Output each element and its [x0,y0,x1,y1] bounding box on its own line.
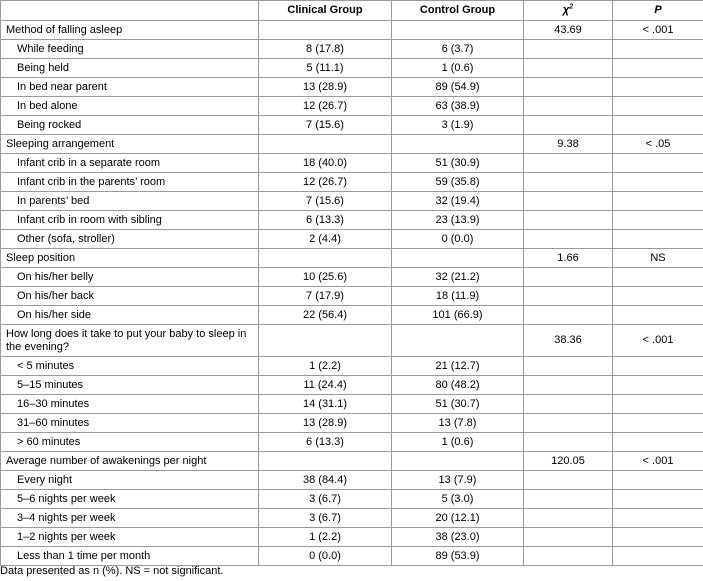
table-row [1,173,703,192]
row-label: 1–2 nights per week [1,528,259,547]
p-value [613,230,703,249]
p-value: NS [613,249,703,268]
clinical-value: 3 (6.7) [259,509,392,528]
table-row [1,490,703,509]
table-row [1,59,703,78]
clinical-value: 5 (11.1) [259,59,392,78]
row-label: > 60 minutes [1,433,259,452]
clinical-value: 22 (56.4) [259,306,392,325]
clinical-value: 18 (40.0) [259,154,392,173]
chi-square-value: 43.69 [524,21,613,40]
control-value: 63 (38.9) [392,97,524,116]
control-value: 89 (54.9) [392,78,524,97]
table-row [1,40,703,59]
control-value: 80 (48.2) [392,376,524,395]
control-value: 89 (53.9) [392,547,524,566]
chi-square-value [524,528,613,547]
p-value [613,509,703,528]
control-value: 6 (3.7) [392,40,524,59]
header-clinical-group: Clinical Group [259,1,392,21]
control-value: 51 (30.7) [392,395,524,414]
row-label: 16–30 minutes [1,395,259,414]
p-value [613,376,703,395]
chi-square-value [524,268,613,287]
chi-square-value [524,395,613,414]
table-row [1,306,703,325]
row-label: In parents’ bed [1,192,259,211]
table-row [1,471,703,490]
clinical-value: 38 (84.4) [259,471,392,490]
p-value [613,395,703,414]
row-label: Every night [1,471,259,490]
table-section-row [1,249,703,268]
p-value [613,78,703,97]
chi-square-value [524,116,613,135]
header-control-group: Control Group [392,1,524,21]
table-row [1,97,703,116]
row-label: On his/her side [1,306,259,325]
clinical-value [259,21,392,40]
control-value: 0 (0.0) [392,230,524,249]
p-value [613,357,703,376]
row-label: Infant crib in the parents’ room [1,173,259,192]
clinical-value: 2 (4.4) [259,230,392,249]
p-value: < .001 [613,325,703,357]
chi-square-value [524,230,613,249]
clinical-value: 8 (17.8) [259,40,392,59]
chi-symbol: χ [562,4,570,16]
table-row [1,211,703,230]
p-value [613,490,703,509]
control-value: 101 (66.9) [392,306,524,325]
table-row [1,78,703,97]
control-value: 3 (1.9) [392,116,524,135]
p-value [613,154,703,173]
table-footnote: Data presented as n (%). NS = not significant. [0,565,224,577]
p-value [613,40,703,59]
table-section-row [1,135,703,154]
clinical-value: 1 (2.2) [259,528,392,547]
control-value [392,325,524,357]
chi-square-value [524,357,613,376]
clinical-value: 11 (24.4) [259,376,392,395]
p-value: < .001 [613,21,703,40]
clinical-value [259,325,392,357]
control-value [392,21,524,40]
chi-square-value [524,287,613,306]
row-label: Method of falling asleep [1,21,259,40]
clinical-value: 13 (28.9) [259,414,392,433]
p-value [613,116,703,135]
clinical-value: 12 (26.7) [259,97,392,116]
header-p-value: P [613,1,703,21]
table-row [1,116,703,135]
table-row [1,528,703,547]
chi-square-value [524,97,613,116]
table-row [1,509,703,528]
row-label: On his/her belly [1,268,259,287]
clinical-value: 1 (2.2) [259,357,392,376]
p-value [613,59,703,78]
table-row [1,547,703,566]
chi-square-value [524,547,613,566]
row-label: While feeding [1,40,259,59]
control-value: 18 (11.9) [392,287,524,306]
p-value [613,173,703,192]
control-value: 1 (0.6) [392,433,524,452]
control-value: 59 (35.8) [392,173,524,192]
control-value: 13 (7.9) [392,471,524,490]
chi-square-value [524,59,613,78]
header-row [1,1,703,21]
clinical-value: 0 (0.0) [259,547,392,566]
clinical-value: 10 (25.6) [259,268,392,287]
chi-square-value [524,414,613,433]
control-value: 51 (30.9) [392,154,524,173]
p-value [613,287,703,306]
chi-superscript: 2 [569,3,574,11]
clinical-value: 7 (15.6) [259,116,392,135]
chi-square-value [524,211,613,230]
control-value: 23 (13.9) [392,211,524,230]
control-value [392,452,524,471]
row-label: 31–60 minutes [1,414,259,433]
row-label: Infant crib in a separate room [1,154,259,173]
clinical-value [259,452,392,471]
row-label: Infant crib in room with sibling [1,211,259,230]
p-value [613,97,703,116]
chi-square-value [524,471,613,490]
row-label: Being held [1,59,259,78]
clinical-value: 6 (13.3) [259,211,392,230]
p-value [613,547,703,566]
clinical-value: 7 (15.6) [259,192,392,211]
clinical-value [259,135,392,154]
table-row [1,268,703,287]
chi-square-value [524,509,613,528]
clinical-value: 13 (28.9) [259,78,392,97]
p-value: < .05 [613,135,703,154]
row-label: Sleeping arrangement [1,135,259,154]
clinical-value: 6 (13.3) [259,433,392,452]
p-value [613,433,703,452]
table-section-row [1,325,703,357]
header-chi-square [524,1,613,21]
table-row [1,433,703,452]
row-label: 5–6 nights per week [1,490,259,509]
control-value: 32 (21.2) [392,268,524,287]
chi-square-value [524,78,613,97]
table-row [1,414,703,433]
p-value [613,192,703,211]
control-value: 21 (12.7) [392,357,524,376]
control-value: 32 (19.4) [392,192,524,211]
control-value [392,249,524,268]
chi-square-value: 9.38 [524,135,613,154]
control-value: 13 (7.8) [392,414,524,433]
p-value [613,211,703,230]
row-label: In bed near parent [1,78,259,97]
table-row [1,230,703,249]
row-label: Sleep position [1,249,259,268]
control-value: 5 (3.0) [392,490,524,509]
row-label: Being rocked [1,116,259,135]
clinical-value: 12 (26.7) [259,173,392,192]
chi-square-value [524,490,613,509]
row-label: On his/her back [1,287,259,306]
table-section-row [1,452,703,471]
chi-square-value [524,40,613,59]
chi-square-value: 120.05 [524,452,613,471]
row-label: How long does it take to put your baby to sleep in the evening? [1,325,259,357]
clinical-value: 14 (31.1) [259,395,392,414]
chi-square-value: 38.36 [524,325,613,357]
chi-square-value [524,433,613,452]
table-section-row [1,21,703,40]
table-row [1,287,703,306]
header-variable [1,1,259,21]
clinical-value [259,249,392,268]
chi-square-value: 1.66 [524,249,613,268]
p-value [613,414,703,433]
chi-square-value [524,306,613,325]
control-value: 1 (0.6) [392,59,524,78]
p-value [613,268,703,287]
table-row [1,154,703,173]
row-label: Average number of awakenings per night [1,452,259,471]
control-value: 38 (23.0) [392,528,524,547]
row-label: Other (sofa, stroller) [1,230,259,249]
row-label: Less than 1 time per month [1,547,259,566]
table-row [1,376,703,395]
control-value: 20 (12.1) [392,509,524,528]
chi-square-value [524,376,613,395]
p-value: < .001 [613,452,703,471]
row-label: 3–4 nights per week [1,509,259,528]
chi-square-value [524,192,613,211]
control-value [392,135,524,154]
row-label: 5–15 minutes [1,376,259,395]
row-label: In bed alone [1,97,259,116]
clinical-value: 7 (17.9) [259,287,392,306]
chi-square-value [524,154,613,173]
chi-square-value [524,173,613,192]
p-value [613,528,703,547]
row-label: < 5 minutes [1,357,259,376]
table-row [1,357,703,376]
table-body [1,21,703,566]
table-row [1,192,703,211]
p-value [613,306,703,325]
table-row [1,395,703,414]
clinical-value: 3 (6.7) [259,490,392,509]
p-value [613,471,703,490]
